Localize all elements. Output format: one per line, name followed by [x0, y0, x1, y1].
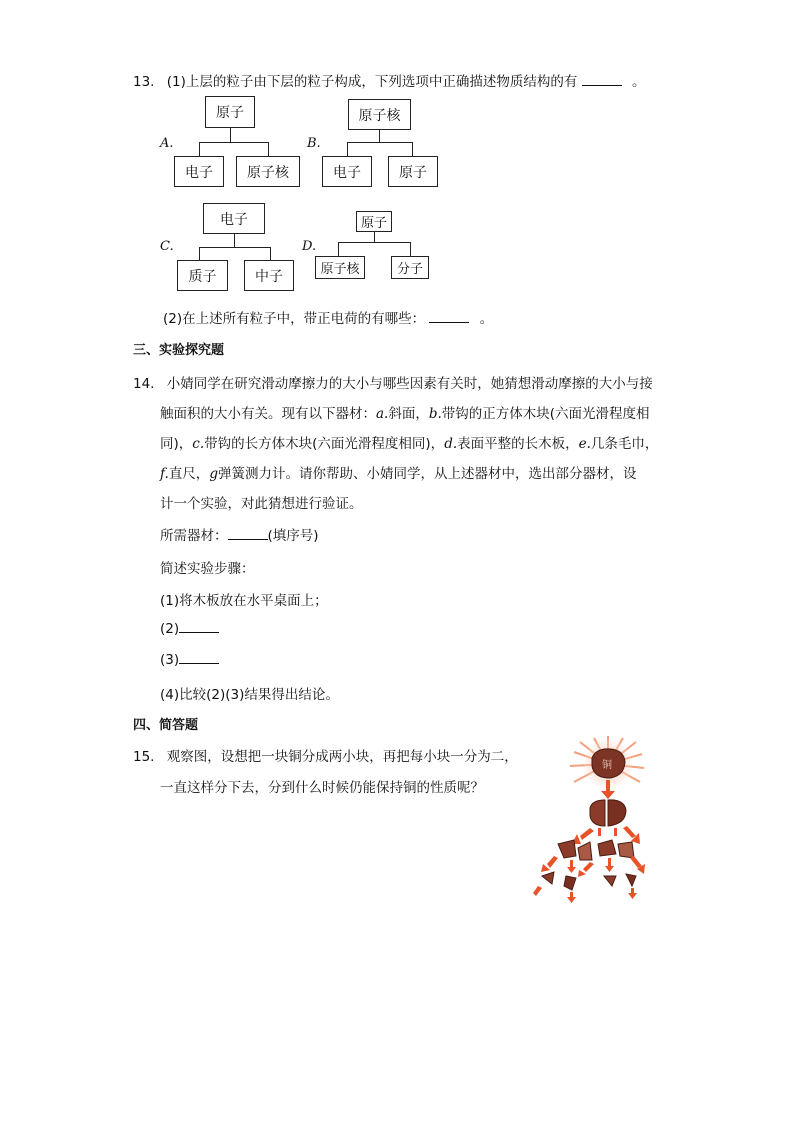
- diagram-d-right: 分子: [391, 256, 429, 279]
- q13-number: 13.: [133, 74, 155, 90]
- q14-line4: f.直尺，g弹簧测力计。请你帮助、小婧同学，从上述器材中，选出部分器材，设: [160, 466, 637, 482]
- copper-eighth-1: [542, 872, 554, 884]
- diagram-b-left: 电子: [322, 156, 372, 187]
- copper-eighth-3: [604, 876, 616, 886]
- q13-part2: (2)在上述所有粒子中，带正电荷的有哪些： 。: [163, 311, 494, 327]
- arrows-4: [533, 886, 637, 903]
- copper-quarter-4: [618, 842, 634, 858]
- q14-step2: (2): [160, 621, 219, 637]
- q14-number: 14.: [133, 376, 155, 392]
- copper-half-right: [608, 800, 626, 826]
- diagram-b-right: 原子: [388, 156, 438, 187]
- diagram-a-left: 电子: [174, 156, 224, 187]
- q14-step3: (3): [160, 652, 219, 668]
- option-a-label: A.: [160, 136, 174, 151]
- copper-quarter-2: [578, 842, 592, 860]
- q14-line3: 同)，c.带钩的长方体木块(六面光滑程度相同)，d.表面平整的长木板，e.几条毛巾，: [160, 436, 659, 452]
- copper-quarter-3: [598, 840, 616, 856]
- diagram-b-top: 原子核: [348, 99, 411, 130]
- diagram-a-top: 原子: [205, 96, 255, 128]
- q13-part1: 13. (1)上层的粒子由下层的粒子构成，下列选项中正确描述物质结构的有 。: [133, 74, 646, 90]
- q13-part2-blank[interactable]: [429, 322, 469, 323]
- q15-line2: 一直这样分下去，分到什么时候仍能保持铜的性质呢？: [160, 780, 484, 796]
- copper-eighth-4: [626, 874, 636, 886]
- diagram-d-left: 原子核: [315, 256, 365, 279]
- section-4-title: 四、简答题: [133, 718, 199, 733]
- option-b-label: B.: [307, 136, 321, 151]
- copper-eighth-2: [564, 876, 576, 890]
- diagram-a-right: 原子核: [236, 156, 300, 187]
- q14-step1: (1)将木板放在水平桌面上；: [160, 593, 328, 609]
- diagram-c-right: 中子: [244, 260, 294, 291]
- q14-materials: 所需器材： (填序号): [160, 528, 319, 544]
- copper-label: 铜: [602, 760, 612, 771]
- q14-steps-label: 简述实验步骤：: [160, 561, 255, 577]
- section-3-title: 三、实验探究题: [133, 343, 225, 358]
- q13-part1-text: (1)上层的粒子由下层的粒子构成，下列选项中正确描述物质结构的有: [166, 74, 578, 90]
- q14-step2-blank[interactable]: [179, 632, 219, 633]
- q14-line5: 计一个实验，对此猜想进行验证。: [160, 496, 363, 512]
- q14-step3-blank[interactable]: [179, 663, 219, 664]
- arrows-3: [541, 856, 645, 877]
- q15-line1: 15. 观察图，设想把一块铜分成两小块，再把每小块一分为二，: [133, 749, 518, 765]
- option-d-label: D.: [302, 239, 317, 254]
- q15-number: 15.: [133, 749, 155, 765]
- q14-step4: (4)比较(2)(3)结果得出结论。: [160, 687, 339, 703]
- q13-part2-text: (2)在上述所有粒子中，带正电荷的有哪些：: [163, 311, 426, 327]
- q14-line1: 14. 小婧同学在研究滑动摩擦力的大小与哪些因素有关时，她猜想滑动摩擦的大小与接: [133, 376, 653, 392]
- q14-line2: 触面积的大小有关。现有以下器材：a.斜面，b.带钩的正方体木块(六面光滑程度相: [160, 406, 650, 422]
- option-c-label: C.: [160, 239, 174, 254]
- diagram-c-left: 质子: [177, 260, 228, 291]
- q13-part1-blank[interactable]: [582, 85, 622, 86]
- copper-half-left: [590, 800, 605, 826]
- q14-materials-blank[interactable]: [228, 539, 268, 540]
- diagram-c-top: 电子: [203, 203, 265, 234]
- copper-quarter-1: [558, 840, 576, 858]
- diagram-d-top: 原子: [356, 211, 392, 232]
- copper-division-image: [528, 736, 664, 906]
